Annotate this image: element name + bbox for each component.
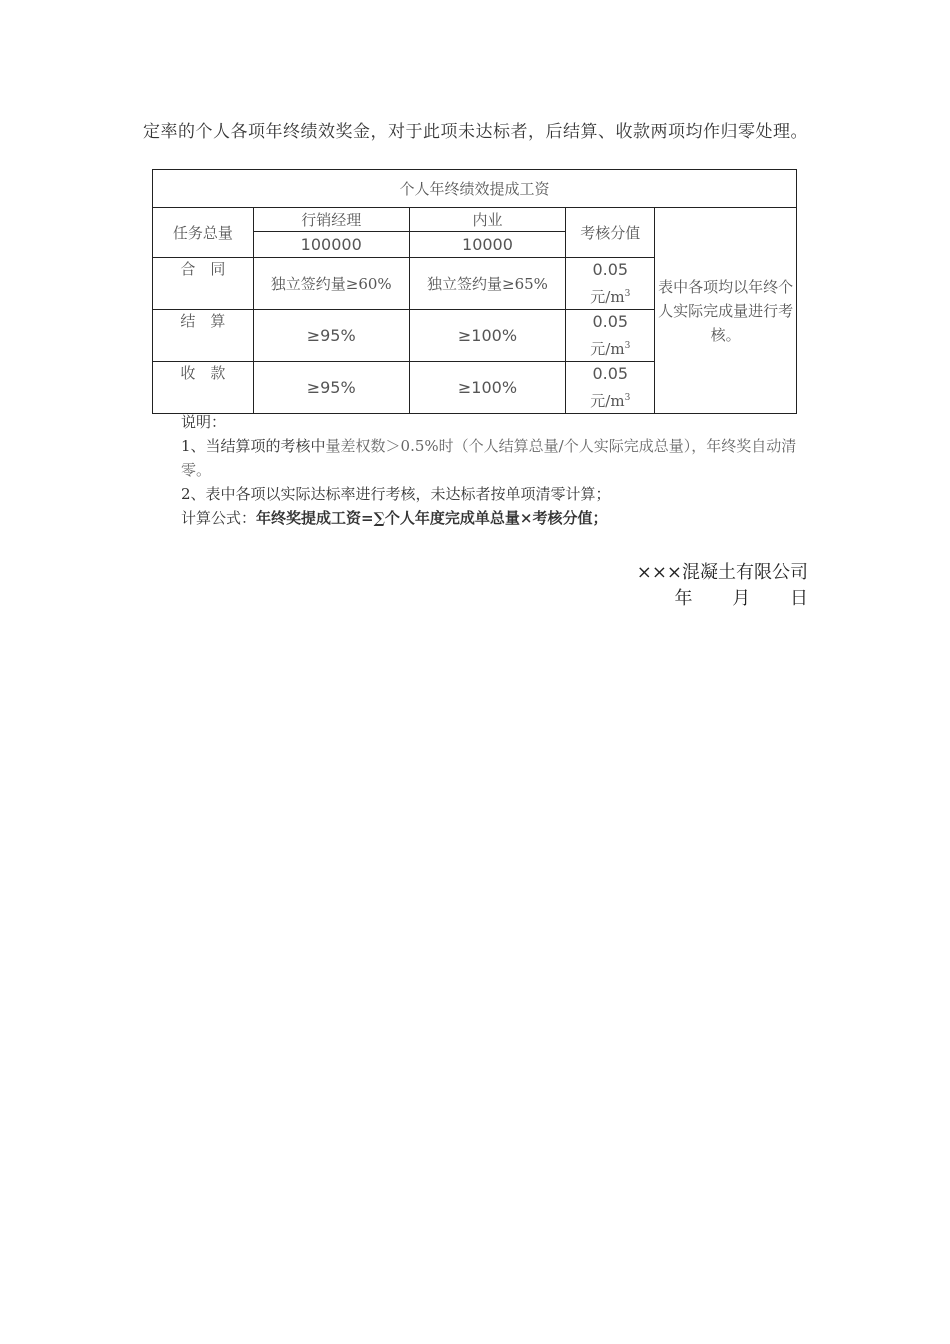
date-line (637, 586, 808, 612)
date-day: 日 (790, 588, 808, 609)
score-value: 0.05 (592, 364, 629, 383)
row-label-contract: 合 同 (153, 258, 254, 310)
row-settlement-internal: ≥100% (409, 310, 566, 362)
formula-value: 年终奖提成工资=∑个人年度完成单总量×考核分值； (256, 509, 608, 527)
unit-sup: 3 (624, 341, 631, 351)
score-value: 0.05 (592, 260, 629, 279)
note-item-1-rest: 量差权数＞0.5%时（个人结算总量/个人实际完成总量），年终奖自动清零。 (181, 437, 797, 479)
row-contract-internal: 独立签约量≥65% (409, 258, 566, 310)
score-unit: 元/m (590, 392, 625, 410)
date-month: 月 (732, 588, 751, 609)
formula-line (143, 506, 808, 530)
score-unit: 元/m (590, 340, 625, 358)
performance-table (152, 169, 797, 414)
unit-sup: 3 (624, 393, 631, 403)
row-collection-sales: ≥95% (253, 362, 409, 414)
date-year: 年 (674, 588, 693, 609)
row-settlement-sales: ≥95% (253, 310, 409, 362)
col-sales-label: 行销经理 (253, 208, 409, 232)
score-value: 0.05 (592, 312, 629, 331)
col-score-label: 考核分值 (566, 208, 655, 258)
internal-total: 10000 (409, 232, 566, 258)
row-collection-internal: ≥100% (409, 362, 566, 414)
row-settlement-score (566, 310, 655, 362)
note-item-1 (143, 434, 808, 482)
table-title: 个人年终绩效提成工资 (153, 170, 797, 208)
note-item-1-prefix: 1、当结算项的考核中 (181, 437, 326, 455)
notes-heading: 说明： (181, 413, 227, 431)
signature-block (637, 560, 808, 612)
score-unit: 元/m (590, 288, 625, 306)
col-internal-label: 内业 (409, 208, 566, 232)
company-name: ×××混凝土有限公司 (636, 562, 808, 583)
notes-section (143, 410, 808, 530)
note-item-2: 2、表中各项以实际达标率进行考核，未达标者按单项清零计算； (181, 485, 611, 503)
row-contract-score (566, 258, 655, 310)
row-contract-sales: 独立签约量≥60% (253, 258, 409, 310)
unit-sup: 3 (624, 289, 631, 299)
task-total-label: 任务总量 (153, 208, 254, 258)
sales-total: 100000 (253, 232, 409, 258)
intro-paragraph: 定率的个人各项年终绩效奖金，对于此项未达标者，后结算、收款两项均作归零处理。 (143, 122, 808, 142)
row-label-collection: 收 款 (153, 362, 254, 414)
row-collection-score (566, 362, 655, 414)
formula-label: 计算公式： (181, 509, 257, 527)
row-label-settlement: 结 算 (153, 310, 254, 362)
side-note: 表中各项均以年终个人实际完成量进行考核。 (655, 208, 797, 414)
